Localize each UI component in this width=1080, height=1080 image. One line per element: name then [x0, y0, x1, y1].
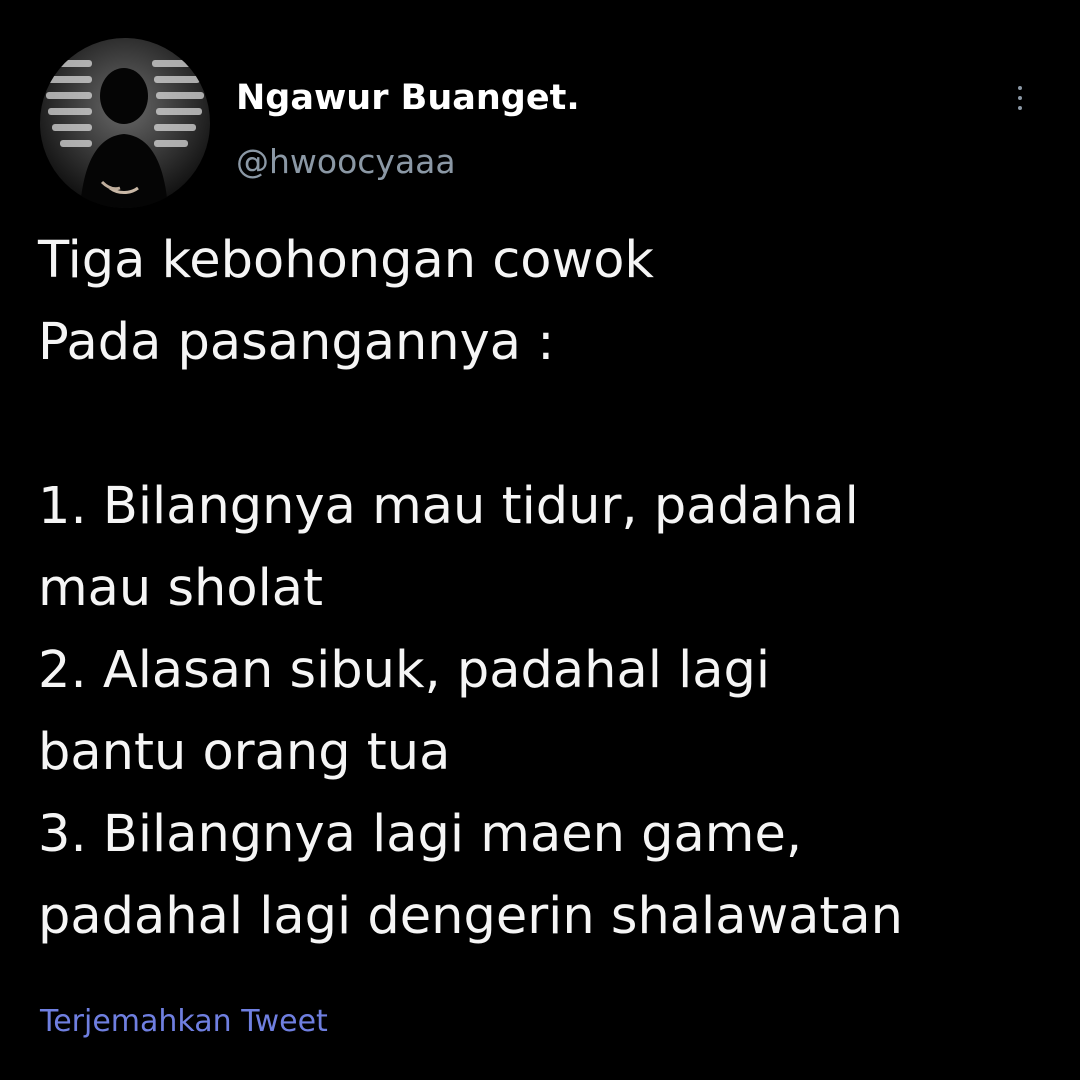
author-avatar[interactable] — [40, 38, 210, 208]
tweet-line: Tiga kebohongan cowok — [38, 231, 654, 290]
tweet-line: bantu orang tua — [38, 723, 451, 782]
tweet-line: 3. Bilangnya lagi maen game, — [38, 805, 803, 864]
more-dot — [1018, 96, 1022, 100]
more-vertical-icon[interactable] — [1004, 74, 1036, 122]
avatar-silhouette-icon — [40, 38, 210, 208]
translate-tweet-link[interactable]: Terjemahkan Tweet — [40, 1004, 328, 1039]
tweet-line: 1. Bilangnya mau tidur, padahal — [38, 477, 859, 536]
author-handle[interactable]: @hwoocyaaa — [236, 142, 456, 181]
author-display-name[interactable]: Ngawur Buanget. — [236, 78, 580, 118]
tweet-line: Pada pasangannya : — [38, 313, 555, 372]
more-dot — [1018, 106, 1022, 110]
tweet-text — [38, 220, 1058, 958]
more-dot — [1018, 86, 1022, 90]
tweet-line-blank — [38, 384, 1058, 466]
tweet-line: padahal lagi dengerin shalawatan — [38, 887, 903, 946]
tweet-line: 2. Alasan sibuk, padahal lagi — [38, 641, 771, 700]
tweet-line: mau sholat — [38, 559, 323, 618]
